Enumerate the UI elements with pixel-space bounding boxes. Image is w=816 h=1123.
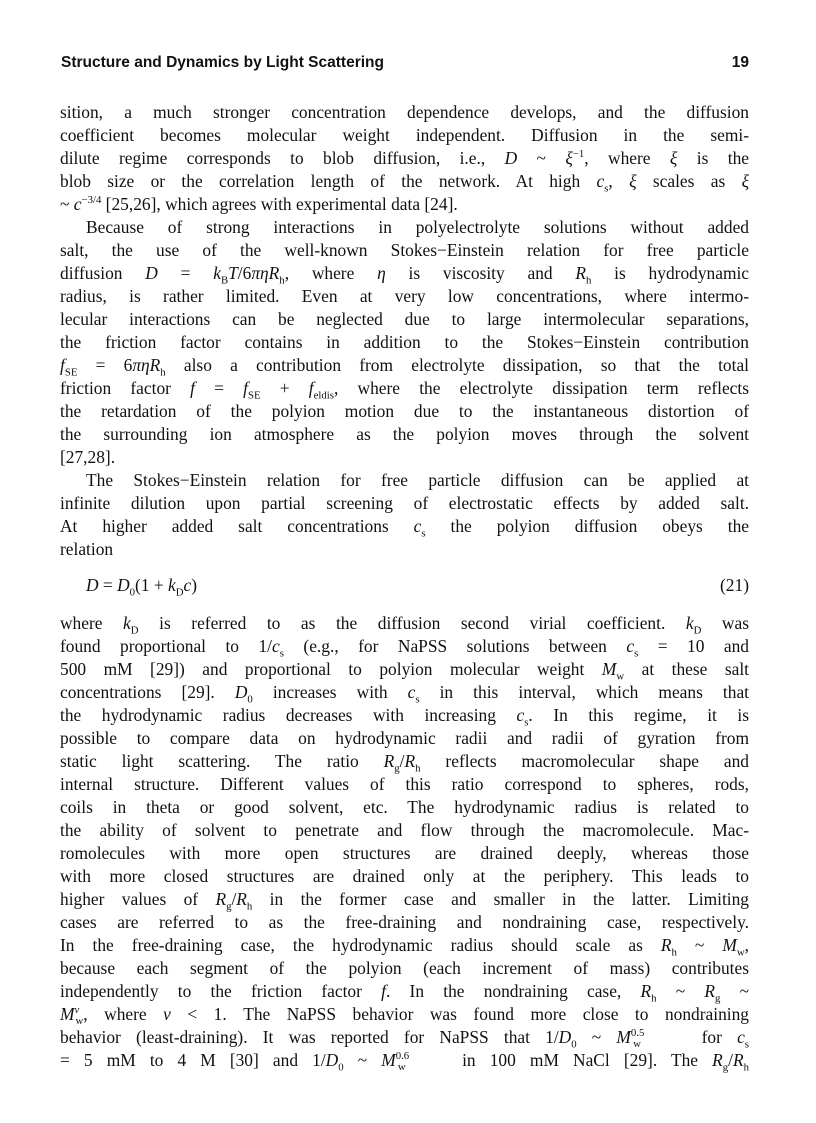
paragraph-4 xyxy=(60,612,749,1072)
text-line: the hydrodynamic radius decreases with increasing $c_s$. In this regime, it is xyxy=(60,705,750,729)
text-line: higher values of $R_g/R_h$ in the former case and smaller in the latter. Limiting xyxy=(60,889,749,913)
text-line: $f_{SE} = 6\pi\eta R_h$ also a contribution from electrolyte dissipation, so that the total xyxy=(60,355,750,379)
text-line: salt, the use of the well-known Stokes−Einstein relation for free particle xyxy=(60,240,749,260)
text-line: independently to the friction factor f. In the nondraining case, $R_h$ ~ $R_g$ ~ xyxy=(60,981,750,1005)
text-line: coefficient becomes molecular weight independent. Diffusion in the semi- xyxy=(60,125,749,145)
text-line: romolecules with more open structures are drained deeply, whereas those xyxy=(60,843,749,863)
text-line: where $k_D$ is referred to as the diffusion second virial coefficient. $k_D$ was xyxy=(60,613,749,637)
text-line: dilute regime corresponds to blob diffusion, i.e., D ~ $\xi^{-1}$, where ξ is the xyxy=(60,148,749,168)
text-line: the retardation of the polyion motion due to the instantaneous distortion of xyxy=(60,401,749,421)
text-line: found proportional to $1/c_s$ (e.g., for NaPSS solutions between $c_s = 10$ and xyxy=(60,636,749,660)
text-line: friction factor $f = f_{SE} + f_{eldis}$, where the electrolyte dissipation term reflects xyxy=(60,378,749,402)
paragraph-1 xyxy=(60,101,749,216)
text-line: 500 mM [29]) and proportional to polyion molecular weight $M_w$ at these salt xyxy=(60,659,749,683)
text-line: infinite dilution upon partial screening of electrostatic effects by added salt. xyxy=(60,493,749,513)
body-text xyxy=(60,101,749,1072)
text-line: with more closed structures are drained only at the periphery. This leads to xyxy=(60,866,749,886)
text-line: internal structure. Different values of this ratio correspond to spheres, rods, xyxy=(60,774,749,794)
text-line: lecular interactions can be neglected due to large intermolecular separations, xyxy=(60,309,749,329)
text-line: cases are referred to as the free-draining and nondraining case, respectively. xyxy=(60,912,749,932)
equation-number: (21) xyxy=(720,575,749,595)
text-line: possible to compare data on hydrodynamic radii and radii of gyration from xyxy=(60,728,749,748)
text-line: [27,28]. xyxy=(60,447,116,467)
running-title: Structure and Dynamics by Light Scattering xyxy=(61,54,384,71)
text-line: = 5 mM to 4 M [30] and $1/D_0$ ~ $M^{0.6}_w$ in 100 mM NaCl [29]. The $R_g/R_h$ xyxy=(60,1050,749,1074)
text-line: At higher added salt concentrations $c_s$ the polyion diffusion obeys the xyxy=(60,516,749,540)
text-line: sition, a much stronger concentration dependence develops, and the diffusion xyxy=(60,102,749,122)
equation-expression: $D = D_0(1 + k_Dc)$ xyxy=(86,575,198,599)
text-line: ~ $c^{-3/4}$ [25,26], which agrees with experimental data [24]. xyxy=(60,194,458,214)
text-line: diffusion $D = k_BT/6\pi\eta R_h$, where η is viscosity and $R_h$ is hydrodynamic xyxy=(60,263,750,287)
equation-21 xyxy=(60,574,749,597)
text-line: Because of strong interactions in polyelectrolyte solutions without added xyxy=(86,217,749,237)
text-line: the ability of solvent to penetrate and flow through the macromolecule. Mac- xyxy=(60,820,749,840)
paragraph-3 xyxy=(60,469,749,561)
text-line: concentrations [29]. $D_0$ increases with $c_s$ in this interval, which means that xyxy=(60,682,749,706)
text-line: coils in theta or good solvent, etc. The hydrodynamic radius is related to xyxy=(60,797,749,817)
text-line: radius, is rather limited. Even at very low concentrations, where intermo- xyxy=(60,286,749,306)
text-line: the friction factor contains in addition to the Stokes−Einstein contribution xyxy=(60,332,749,352)
text-line: static light scattering. The ratio $R_g/R_h$ reflects macromolecular shape and xyxy=(60,751,749,775)
text-line: relation xyxy=(60,539,114,559)
text-line: blob size or the correlation length of the network. At high $c_s$, ξ scales as ξ xyxy=(60,171,750,195)
running-header xyxy=(59,54,749,76)
text-line: $M^\nu_w$, where ν < 1. The NaPSS behavior was found more close to nondraining xyxy=(60,1004,749,1028)
text-line: In the free-draining case, the hydrodynamic radius should scale as $R_h$ ~ $M_w$, xyxy=(60,935,749,959)
text-line: The Stokes−Einstein relation for free particle diffusion can be applied at xyxy=(86,470,749,490)
paragraph-2 xyxy=(60,216,749,469)
text-line: because each segment of the polyion (each increment of mass) contributes xyxy=(60,958,749,978)
page-number: 19 xyxy=(731,54,749,71)
text-line: behavior (least-draining). It was reported for NaPSS that $1/D_0$ ~ $M^{0.5}_w$ for $c_s$ xyxy=(60,1027,749,1051)
text-line: the surrounding ion atmosphere as the polyion moves through the solvent xyxy=(60,424,749,444)
